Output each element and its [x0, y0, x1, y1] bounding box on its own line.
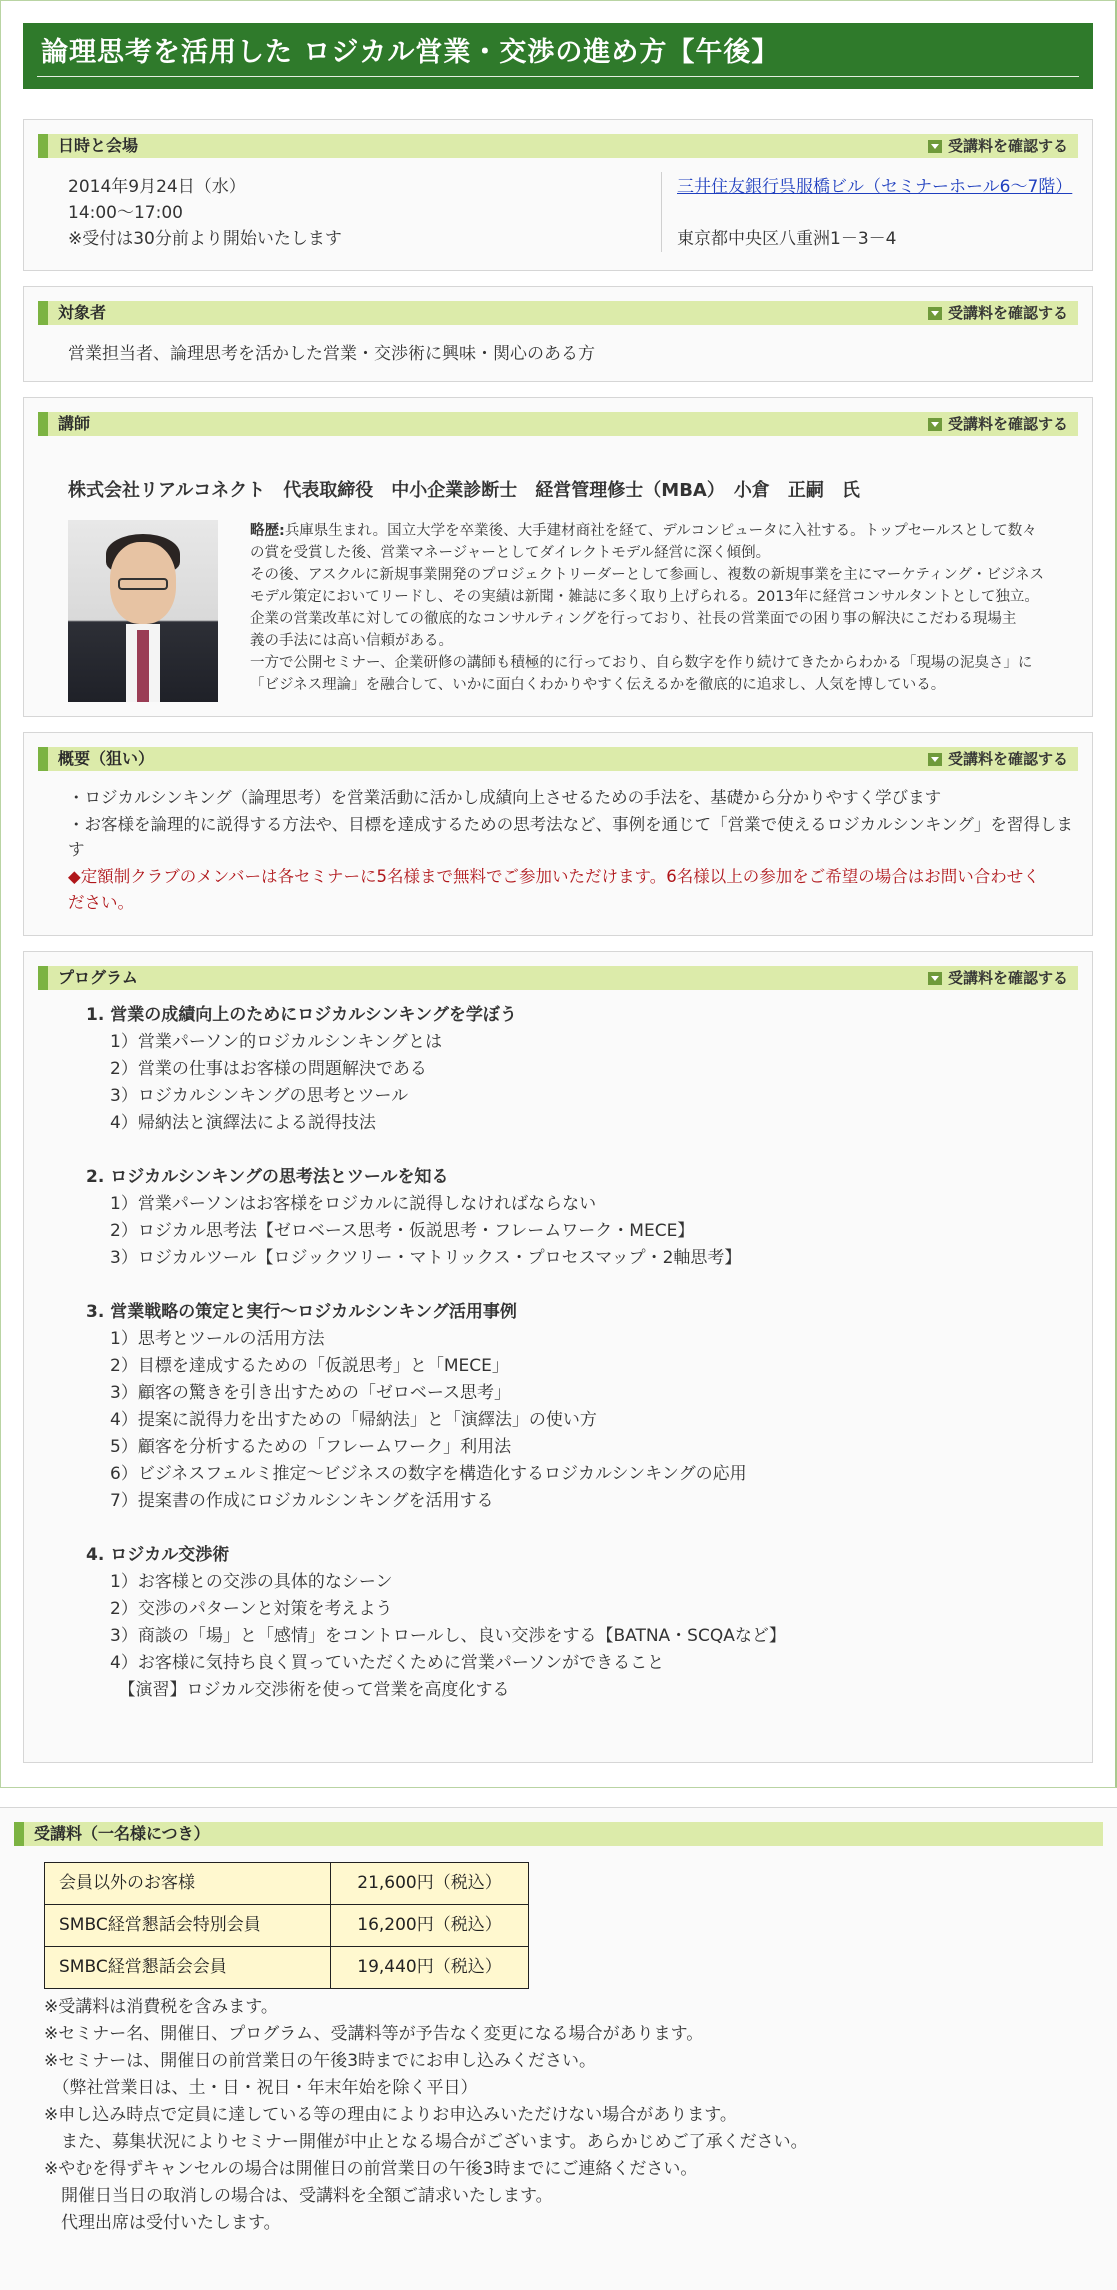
overview-panel [23, 732, 1093, 936]
fee-notes [44, 1994, 808, 2237]
fee-note: ※受講料は消費税を含みます。 [44, 1997, 278, 2017]
audience-header [38, 301, 1078, 325]
audience-panel [23, 286, 1093, 382]
chevron-down-icon [928, 418, 942, 431]
instructor-heading: 講師 [58, 414, 91, 433]
overview-heading: 概要（狙い） [58, 749, 155, 768]
fee-note: ※申し込み時点で定員に達している等の理由によりお申込みいただけない場合があります。 [44, 2105, 737, 2125]
venue-address: 東京都中央区八重洲1－3－4 [677, 229, 897, 249]
bio-line: 一方で公開セミナー、企業研修の講師も積極的に行っており、自ら数字を作り続けてきたからわかる「現場の泥臭さ」に [250, 655, 1033, 671]
fee-heading: 受講料（一名様につき） [34, 1824, 210, 1843]
fee-price: 19,440円（税込） [331, 1947, 529, 1989]
program-item: 6）ビジネスフェルミ推定～ビジネスの数字を構造化するロジカルシンキングの応用 [110, 1464, 747, 1484]
fee-header [14, 1822, 1103, 1846]
chevron-down-icon [928, 972, 942, 985]
seminar-time: 14:00～17:00 [68, 203, 183, 223]
program-item: 1）思考とツールの活用方法 [110, 1329, 325, 1349]
overview-line-2b: す [68, 840, 85, 859]
check-fee-label: 受講料を確認する [947, 137, 1068, 155]
check-fee-link[interactable] [928, 134, 1068, 158]
datetime-heading: 日時と会場 [58, 136, 139, 155]
chevron-down-icon [928, 753, 942, 766]
program-list [86, 1002, 1076, 1704]
program-item: 2）営業の仕事はお客様の問題解決である [110, 1059, 427, 1079]
program-item: 2）目標を達成するための「仮説思考」と「MECE」 [110, 1356, 509, 1376]
instructor-header [38, 412, 1078, 436]
program-header [38, 966, 1078, 990]
program-item: 2）ロジカル思考法【ゼロベース思考・仮説思考・フレームワーク・MECE】 [110, 1221, 695, 1241]
fee-price: 16,200円（税込） [331, 1905, 529, 1947]
overview-line-1: ・ロジカルシンキング（論理思考）を営業活動に活かし成績向上させるための手法を、基礎から分かりやすく学びます [68, 788, 942, 807]
overview-header [38, 747, 1078, 771]
bio-line: モデル策定においてリードし、その実績は新聞・雑誌に多く取り上げられる。2013年に経営コンサルタントとして独立。 [250, 589, 1039, 605]
reception-notice: ※受付は30分前より開始いたします [68, 229, 342, 249]
check-fee-label: 受講料を確認する [947, 969, 1068, 987]
program-item: 4）帰納法と演繹法による説得技法 [110, 1113, 376, 1133]
program-item: 2）交渉のパターンと対策を考えよう [110, 1599, 393, 1619]
instructor-bio [250, 520, 1080, 696]
fee-name: SMBC経営懇話会会員 [45, 1947, 331, 1989]
club-notice-a: ◆定額制クラブのメンバーは各セミナーに5名様まで無料でご参加いただけます。6名様以上の参加をご希望の場合はお問い合わせく [68, 867, 1040, 886]
instructor-photo [68, 520, 218, 702]
fee-price: 21,600円（税込） [331, 1863, 529, 1905]
fee-note: 開催日当日の取消しの場合は、受講料を全額ご請求いたします。 [44, 2186, 553, 2206]
program-item: 3）ロジカルシンキングの思考とツール [110, 1086, 409, 1106]
bio-line: 義の手法には高い信頼がある。 [250, 633, 453, 649]
fee-table [44, 1862, 529, 1989]
program-item: 3）ロジカルツール【ロジックツリー・マトリックス・プロセスマップ・2軸思考】 [110, 1248, 742, 1268]
table-row [45, 1863, 529, 1905]
program-section-title: 1. 営業の成績向上のためにロジカルシンキングを学ぼう [86, 1005, 517, 1025]
fee-note: 代理出席は受付いたします。 [44, 2213, 281, 2233]
bio-line: の賞を受賞した後、営業マネージャーとしてダイレクトモデル経営に深く傾倒。 [250, 545, 771, 561]
fee-name: 会員以外のお客様 [45, 1863, 331, 1905]
check-fee-link[interactable] [928, 747, 1068, 771]
bio-line: 兵庫県生まれ。国立大学を卒業後、大手建材商社を経て、デルコンピュータに入社する。トップセールスとして数々 [284, 523, 1037, 539]
venue-link[interactable]: 三井住友銀行呉服橋ビル（セミナーホール6～7階） [677, 177, 1073, 197]
check-fee-link[interactable] [928, 966, 1068, 990]
table-row [45, 1905, 529, 1947]
fee-note: （弊社営業日は、土・日・祝日・年末年始を除く平日） [44, 2078, 478, 2098]
program-section-title: 2. ロジカルシンキングの思考法とツールを知る [86, 1167, 449, 1187]
program-item: 【演習】ロジカル交渉術を使って営業を高度化する [110, 1680, 510, 1700]
instructor-panel [23, 397, 1093, 717]
check-fee-link[interactable] [928, 412, 1068, 436]
title-underline [37, 76, 1079, 77]
program-item: 3）商談の「場」と「感情」をコントロールし、良い交渉をする【BATNA・SCQAなど】 [110, 1626, 786, 1646]
program-panel [23, 951, 1093, 1763]
program-item: 4）提案に説得力を出すための「帰納法」と「演繹法」の使い方 [110, 1410, 597, 1430]
bio-line: その後、アスクルに新規事業開発のプロジェクトリーダーとして参画し、複数の新規事業を主にマーケティング・ビジネス [250, 567, 1045, 583]
instructor-name: 株式会社リアルコネクト 代表取締役 中小企業診断士 経営管理修士（MBA） 小倉 正嗣 氏 [68, 480, 860, 501]
check-fee-label: 受講料を確認する [947, 750, 1068, 768]
program-item: 1）お客様との交渉の具体的なシーン [110, 1572, 393, 1592]
audience-text: 営業担当者、論理思考を活かした営業・交渉術に興味・関心のある方 [68, 344, 595, 364]
program-section-title: 3. 営業戦略の策定と実行～ロジカルシンキング活用事例 [86, 1302, 517, 1322]
fee-note: また、募集状況によりセミナー開催が中止となる場合がございます。あらかじめご了承ください。 [44, 2132, 808, 2152]
program-item: 5）顧客を分析するための「フレームワーク」利用法 [110, 1437, 512, 1457]
program-item: 1）営業パーソンはお客様をロジカルに説得しなければならない [110, 1194, 597, 1214]
program-item: 1）営業パーソン的ロジカルシンキングとは [110, 1032, 443, 1052]
table-row [45, 1947, 529, 1989]
bio-line: 企業の営業改革に対しての徹底的なコンサルティングを行っており、社長の営業面での困り事の解決にこだわる現場主 [250, 611, 1017, 627]
datetime-header [38, 134, 1078, 158]
audience-heading: 対象者 [58, 303, 107, 322]
program-item: 4）お客様に気持ち良く買っていただくために営業パーソンができること [110, 1653, 665, 1673]
datetime-panel [23, 119, 1093, 271]
program-section-title: 4. ロジカル交渉術 [86, 1545, 230, 1565]
club-notice-b: ださい。 [68, 893, 134, 912]
fee-note: ※やむを得ずキャンセルの場合は開催日の前営業日の午後3時までにご連絡ください。 [44, 2159, 698, 2179]
check-fee-link[interactable] [928, 301, 1068, 325]
check-fee-label: 受講料を確認する [947, 304, 1068, 322]
chevron-down-icon [928, 307, 942, 320]
program-item: 7）提案書の作成にロジカルシンキングを活用する [110, 1491, 494, 1511]
fee-name: SMBC経営懇話会特別会員 [45, 1905, 331, 1947]
bio-label: 略歴: [250, 523, 285, 539]
fee-note: ※セミナー名、開催日、プログラム、受講料等が予告なく変更になる場合があります。 [44, 2024, 704, 2044]
page-title: 論理思考を活用した ロジカル営業・交渉の進め方【午後】 [41, 37, 780, 68]
venue-divider [661, 172, 662, 252]
program-item: 3）顧客の驚きを引き出すための「ゼロベース思考」 [110, 1383, 511, 1403]
bio-line: 「ビジネス理論」を融合して、いかに面白くわかりやすく伝えるかを徹底的に追求し、人気を博している。 [250, 677, 946, 693]
seminar-date: 2014年9月24日（水） [68, 177, 246, 197]
program-heading: プログラム [58, 968, 138, 987]
page-title-bar [23, 23, 1093, 89]
fee-note: ※セミナーは、開催日の前営業日の午後3時までにお申し込みください。 [44, 2051, 597, 2071]
check-fee-label: 受講料を確認する [947, 415, 1068, 433]
chevron-down-icon [928, 140, 942, 153]
overview-line-2a: ・お客様を論理的に説得する方法や、目標を達成するための思考法など、事例を通じて「営業で使えるロジカルシンキング」を習得しま [68, 815, 1073, 834]
